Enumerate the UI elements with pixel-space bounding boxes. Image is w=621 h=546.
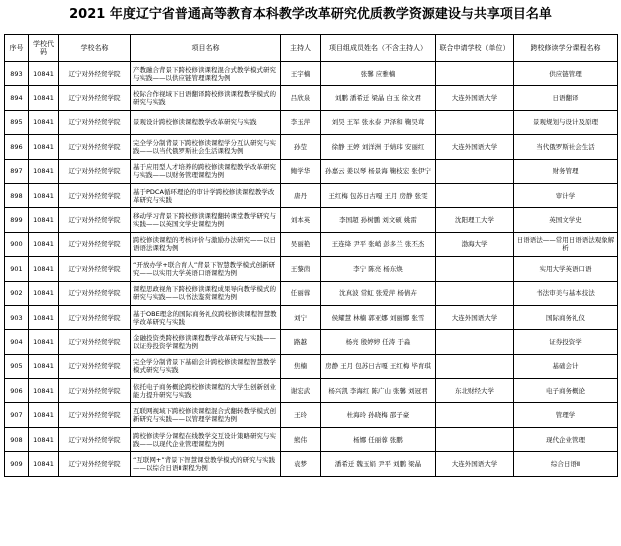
cell-no: 909 xyxy=(5,452,29,476)
cell-no: 894 xyxy=(5,86,29,110)
cell-no: 903 xyxy=(5,305,29,329)
table-row xyxy=(5,110,618,134)
cell-partner xyxy=(436,110,514,134)
cell-project: 景观设计跨校修读课程教学改革研究与实践 xyxy=(131,110,281,134)
table-row xyxy=(5,232,618,256)
cell-no: 900 xyxy=(5,232,29,256)
cell-host: 唐丹 xyxy=(281,183,321,207)
table-row xyxy=(5,183,618,207)
cell-code: 10841 xyxy=(29,379,59,403)
cell-partner xyxy=(436,403,514,427)
cell-members: 杜海玲 孙晓梅 邵子豪 xyxy=(321,403,436,427)
cell-school: 辽宁对外经贸学院 xyxy=(59,159,131,183)
cell-no: 897 xyxy=(5,159,29,183)
cell-course: 英国文学史 xyxy=(514,208,618,232)
cell-project: 基于OBE理念的国际商务礼仪跨校修读课程智慧教学改革研究与实践 xyxy=(131,305,281,329)
cell-school: 辽宁对外经贸学院 xyxy=(59,403,131,427)
cell-course: 综合日语Ⅱ xyxy=(514,452,618,476)
cell-members: 王连绛 尹平 张峭 彭多兰 张丕杰 xyxy=(321,232,436,256)
cell-code: 10841 xyxy=(29,232,59,256)
cell-code: 10841 xyxy=(29,135,59,159)
table-row xyxy=(5,452,618,476)
cell-school: 辽宁对外经贸学院 xyxy=(59,281,131,305)
cell-no: 899 xyxy=(5,208,29,232)
cell-course: 供应链管理 xyxy=(514,62,618,86)
cell-members: 潘希迁 魏玉娟 尹平 刘鹏 梁晶 xyxy=(321,452,436,476)
cell-host: 谢宏武 xyxy=(281,379,321,403)
table-row xyxy=(5,354,618,378)
table-row xyxy=(5,257,618,281)
cell-partner xyxy=(436,257,514,281)
cell-host: 吕欣泉 xyxy=(281,86,321,110)
cell-members: 徐静 王婷 刘洋洲 于婧玮 安丽红 xyxy=(321,135,436,159)
cell-code: 10841 xyxy=(29,427,59,451)
cell-host: 袁梦 xyxy=(281,452,321,476)
cell-members: 李国超 孙树鹏 刘文硕 姚雷 xyxy=(321,208,436,232)
cell-members: 沈真波 常虹 张爱萍 杨倩卉 xyxy=(321,281,436,305)
cell-host: 王黎茵 xyxy=(281,257,321,281)
table-row xyxy=(5,281,618,305)
cell-project: 跨校修读课程的考核评价与激励办法研究——以日语语法课程为例 xyxy=(131,232,281,256)
cell-project: “互联网+”背景下智慧课堂教学模式的研究与实践——以综合日语Ⅱ课程为例 xyxy=(131,452,281,476)
cell-host: 孙莹 xyxy=(281,135,321,159)
cell-no: 907 xyxy=(5,403,29,427)
cell-host: 熊伟 xyxy=(281,427,321,451)
cell-school: 辽宁对外经贸学院 xyxy=(59,232,131,256)
cell-code: 10841 xyxy=(29,86,59,110)
cell-project: 完全学分制背景下基础会计跨校修读课程智慧教学模式研究与实践 xyxy=(131,354,281,378)
cell-host: 刘本英 xyxy=(281,208,321,232)
table-row xyxy=(5,330,618,354)
cell-partner xyxy=(436,427,514,451)
cell-partner xyxy=(436,330,514,354)
cell-partner: 东北财经大学 xyxy=(436,379,514,403)
cell-no: 893 xyxy=(5,62,29,86)
cell-members: 孙嘉云 姜以琴 杨景海 鞠枝宏 张伊宁 xyxy=(321,159,436,183)
cell-partner xyxy=(436,183,514,207)
table-row xyxy=(5,135,618,159)
cell-school: 辽宁对外经贸学院 xyxy=(59,62,131,86)
table-row xyxy=(5,403,618,427)
cell-project: 校际合作视域下日语翻译跨校修读课程教学模式的研究与实践 xyxy=(131,86,281,110)
header-course: 跨校修读学分课程名称 xyxy=(514,35,618,62)
project-table xyxy=(4,34,618,477)
cell-host: 王玲 xyxy=(281,403,321,427)
cell-course: 电子商务概论 xyxy=(514,379,618,403)
cell-no: 906 xyxy=(5,379,29,403)
cell-code: 10841 xyxy=(29,330,59,354)
cell-code: 10841 xyxy=(29,305,59,329)
cell-members: 张馨 应雅楠 xyxy=(321,62,436,86)
header-members: 项目组成员姓名（不含主持人） xyxy=(321,35,436,62)
cell-course: 当代俄罗斯社会生活 xyxy=(514,135,618,159)
header-project: 项目名称 xyxy=(131,35,281,62)
cell-partner: 渤海大学 xyxy=(436,232,514,256)
cell-school: 辽宁对外经贸学院 xyxy=(59,330,131,354)
cell-course: 财务管理 xyxy=(514,159,618,183)
cell-school: 辽宁对外经贸学院 xyxy=(59,354,131,378)
table-row xyxy=(5,305,618,329)
cell-project: 完全学分制背景下跨校修读课程学分互认研究与实践——以当代俄罗斯社会生活课程为例 xyxy=(131,135,281,159)
cell-project: 金融投资类跨校修读课程教学改革研究与实践——以证券投资学课程为例 xyxy=(131,330,281,354)
cell-members: 刘昊 王军 张永泰 尹泽和 鞠昊茸 xyxy=(321,110,436,134)
table-row xyxy=(5,86,618,110)
cell-partner: 大连外国语大学 xyxy=(436,86,514,110)
cell-school: 辽宁对外经贸学院 xyxy=(59,452,131,476)
cell-code: 10841 xyxy=(29,403,59,427)
cell-code: 10841 xyxy=(29,281,59,305)
table-header-row xyxy=(5,35,618,62)
cell-no: 908 xyxy=(5,427,29,451)
cell-code: 10841 xyxy=(29,452,59,476)
cell-code: 10841 xyxy=(29,257,59,281)
table-row xyxy=(5,208,618,232)
header-code: 学校代码 xyxy=(29,35,59,62)
cell-school: 辽宁对外经贸学院 xyxy=(59,183,131,207)
cell-project: 跨校修读学分课程在线教学交互设计策略研究与实践——以现代企业管理课程为例 xyxy=(131,427,281,451)
table-row xyxy=(5,159,618,183)
cell-partner: 沈阳理工大学 xyxy=(436,208,514,232)
table-row xyxy=(5,62,618,86)
cell-school: 辽宁对外经贸学院 xyxy=(59,257,131,281)
cell-no: 898 xyxy=(5,183,29,207)
header-no: 序号 xyxy=(5,35,29,62)
cell-course: 日语语法——常用日语语法观象解析 xyxy=(514,232,618,256)
cell-host: 李玉萍 xyxy=(281,110,321,134)
cell-host: 焦楠 xyxy=(281,354,321,378)
cell-members: 刘鹏 潘希迁 梁晶 白玉 徐文君 xyxy=(321,86,436,110)
cell-school: 辽宁对外经贸学院 xyxy=(59,379,131,403)
table-body xyxy=(5,62,618,477)
cell-school: 辽宁对外经贸学院 xyxy=(59,427,131,451)
cell-school: 辽宁对外经贸学院 xyxy=(59,86,131,110)
cell-course: 现代企业管理 xyxy=(514,427,618,451)
cell-members: 侯耀慧 林楠 郭亚娜 刘丽娜 张雪 xyxy=(321,305,436,329)
cell-members: 王红梅 包苏日古嘎 王月 房静 张雯 xyxy=(321,183,436,207)
cell-course: 书法审美与基本技法 xyxy=(514,281,618,305)
cell-course: 审计学 xyxy=(514,183,618,207)
table-row xyxy=(5,427,618,451)
cell-no: 905 xyxy=(5,354,29,378)
cell-partner: 大连外国语大学 xyxy=(436,305,514,329)
cell-members: 李宁 陈亮 杨东焕 xyxy=(321,257,436,281)
cell-course: 基础会计 xyxy=(514,354,618,378)
cell-project: 基于PDCA循环理论的审计学跨校修读课程教学改革研究与实践 xyxy=(131,183,281,207)
page-title: 2021 年度辽宁省普通高等教育本科教学改革研究优质教学资源建设与共享项目名单 xyxy=(69,7,552,22)
cell-no: 902 xyxy=(5,281,29,305)
cell-members: 杨亮 殷婷婷 任涛 于淼 xyxy=(321,330,436,354)
cell-project: “开放办学+联合育人”背景下智慧教学模式创新研究——以实用大学英语口语课程为例 xyxy=(131,257,281,281)
cell-code: 10841 xyxy=(29,159,59,183)
cell-partner xyxy=(436,159,514,183)
header-host: 主持人 xyxy=(281,35,321,62)
cell-host: 路越 xyxy=(281,330,321,354)
cell-code: 10841 xyxy=(29,183,59,207)
cell-course: 日语翻译 xyxy=(514,86,618,110)
cell-project: 移动学习背景下跨校修读课程翻转课堂教学研究与实践——以英国文学史课程为例 xyxy=(131,208,281,232)
cell-no: 904 xyxy=(5,330,29,354)
cell-partner xyxy=(436,62,514,86)
cell-host: 鲍学华 xyxy=(281,159,321,183)
cell-project: 课程思政视角下跨校修读课程成果导向教学模式的研究与实践——以书法鉴赏课程为例 xyxy=(131,281,281,305)
cell-no: 895 xyxy=(5,110,29,134)
cell-partner xyxy=(436,354,514,378)
cell-project: 产教融合背景下跨校修读课程混合式教学模式研究与实践——以供应链管理课程为例 xyxy=(131,62,281,86)
cell-project: 互联网视域下跨校修读课程混合式翻转教学模式创新研究与实践——以管理学课程为例 xyxy=(131,403,281,427)
cell-course: 管理学 xyxy=(514,403,618,427)
cell-host: 吴丽艳 xyxy=(281,232,321,256)
header-school: 学校名称 xyxy=(59,35,131,62)
cell-members: 房静 王月 包苏日古嘎 王红梅 毕育琪 xyxy=(321,354,436,378)
cell-school: 辽宁对外经贸学院 xyxy=(59,208,131,232)
cell-code: 10841 xyxy=(29,110,59,134)
cell-course: 景观规划与设计及原理 xyxy=(514,110,618,134)
cell-partner xyxy=(436,281,514,305)
cell-course: 实用大学英语口语 xyxy=(514,257,618,281)
cell-host: 王宇楠 xyxy=(281,62,321,86)
cell-partner: 大连外国语大学 xyxy=(436,135,514,159)
cell-school: 辽宁对外经贸学院 xyxy=(59,135,131,159)
cell-project: 基于应用型人才培养的跨校修读课程教学改革研究与实践——以财务管理课程为例 xyxy=(131,159,281,183)
table-row xyxy=(5,379,618,403)
cell-course: 国际商务礼仪 xyxy=(514,305,618,329)
cell-partner: 大连外国语大学 xyxy=(436,452,514,476)
header-partner: 联合申请学校（单位） xyxy=(436,35,514,62)
cell-host: 任丽蓉 xyxy=(281,281,321,305)
cell-no: 896 xyxy=(5,135,29,159)
cell-code: 10841 xyxy=(29,62,59,86)
cell-school: 辽宁对外经贸学院 xyxy=(59,305,131,329)
cell-school: 辽宁对外经贸学院 xyxy=(59,110,131,134)
cell-host: 刘宁 xyxy=(281,305,321,329)
cell-course: 证券投资学 xyxy=(514,330,618,354)
cell-code: 10841 xyxy=(29,208,59,232)
cell-project: 依托电子商务概论跨校修读课程的大学生创新创业能力提升研究与实践 xyxy=(131,379,281,403)
cell-code: 10841 xyxy=(29,354,59,378)
cell-no: 901 xyxy=(5,257,29,281)
cell-members: 杨兴凯 李海红 陈广山 张馨 刘冠君 xyxy=(321,379,436,403)
cell-members: 杨娜 任丽蓉 张鹏 xyxy=(321,427,436,451)
